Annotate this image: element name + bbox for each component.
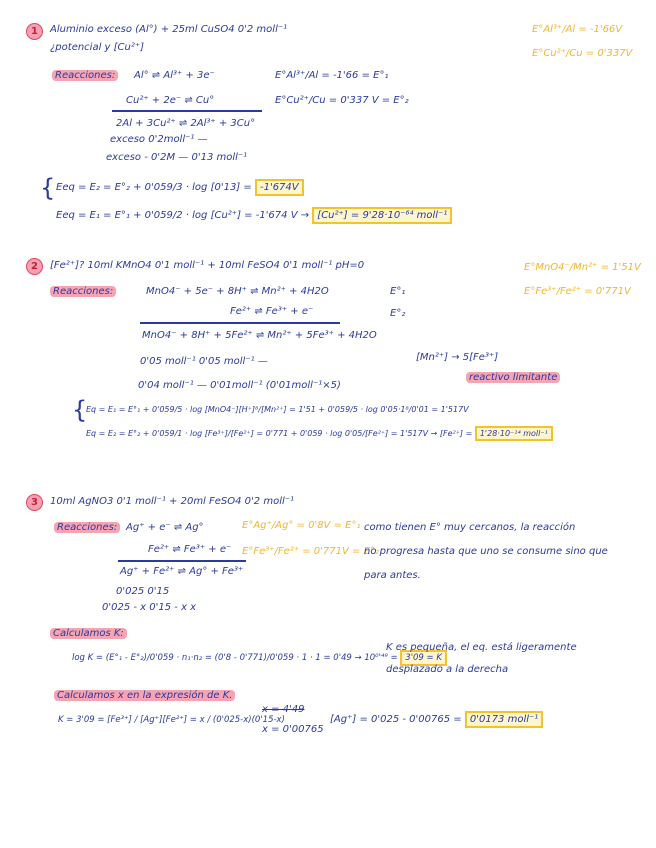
reacciones-label-2: Reacciones:	[50, 286, 116, 298]
ex1-total-reaction: 2Al + 3Cu²⁺ ⇌ 2Al³⁺ + 3Cu°	[116, 118, 256, 129]
ex3-reaction-1-potential: E°Ag⁺/Ag° = 0'8V = E°₁	[242, 520, 361, 531]
ex2-reaction-2: Fe²⁺ ⇌ Fe³⁺ + e⁻	[230, 306, 314, 317]
k-value-result: 3'09 = K	[400, 650, 447, 666]
x-solution: x = 0'00765	[262, 724, 324, 735]
ex1-eq1: Eeq = E₂ = E°₂ + 0'059/3 · log [0'13] = -1'674V	[56, 182, 304, 194]
ex3-reaction-1: Ag⁺ + e⁻ ⇌ Ag°	[126, 522, 204, 533]
ex2-sum-line	[140, 322, 340, 324]
ex3-quantities-final: 0'025 - x 0'15 - x x	[102, 602, 197, 613]
reacciones-label-3: Reacciones:	[54, 522, 120, 534]
exercise-2-number: 2	[26, 258, 43, 275]
ex2-brace: {	[72, 396, 88, 424]
ex3-reaction-2-potential: E°Fe³⁺/Fe²⁺ = 0'771V = E°₂	[242, 546, 379, 557]
limiting-reagent-label: reactivo limitante	[466, 372, 560, 384]
ag-concentration-result: 0'0173 moll⁻¹	[465, 711, 543, 728]
x-solution-discarded: x = 4'49	[262, 704, 305, 715]
ex3-note-line-2: no progresa hasta que uno se consume sino que	[364, 546, 608, 557]
ex2-reaction-1-potential: E°₁	[390, 286, 406, 297]
exercise-1-title: Aluminio exceso (Al°) + 25ml CuSO4 0'2 moll⁻¹	[50, 24, 288, 35]
ex1-quantities-initial: exceso 0'2moll⁻¹ —	[110, 134, 208, 145]
e-fe-value: E°Fe³⁺/Fe²⁺ = 0'771V	[524, 286, 631, 297]
ex3-sum-line	[118, 560, 246, 562]
ex1-reaction-1-potential: E°Al³⁺/Al = -1'66 = E°₁	[275, 70, 389, 81]
reacciones-label-1: Reacciones:	[52, 70, 118, 82]
e-mn-value: E°MnO4⁻/Mn²⁺ = 1'51V	[524, 262, 641, 273]
calculate-k-label: Calculamos K:	[50, 628, 127, 640]
e-al-value: E°Al³⁺/Al = -1'66V	[532, 24, 623, 35]
ex2-eq2: Eq = E₂ = E°₂ + 0'059/1 · log [Fe³⁺]/[Fe²⁺] = 0'771 + 0'059 · log 0'05/[Fe²⁺] = 1'517V → [Fe²⁺] = 1'28·10⁻¹⁴ moll⁻¹	[86, 428, 553, 440]
ex2-quantities-final: 0'04 moll⁻¹ — 0'01moll⁻¹ (0'01moll⁻¹×5)	[138, 380, 341, 391]
ex1-eq1-result: -1'674V	[255, 179, 304, 196]
exercise-1-subtitle: ¿potencial y [Cu²⁺]	[50, 42, 145, 53]
e-cu-value: E°Cu²⁺/Cu = 0'337V	[532, 48, 633, 59]
ex1-eq2-result: [Cu²⁺] = 9'28·10⁻⁶⁴ moll⁻¹	[312, 207, 452, 224]
k-note-line-1: K es pequeña, el eq. está ligeramente	[386, 642, 577, 653]
ex1-brace: {	[40, 174, 56, 202]
ex3-note-line-1: como tienen E° muy cercanos, la reacción	[364, 522, 576, 533]
exercise-3-number: 3	[26, 494, 43, 511]
ex2-eq1: Eq = E₁ = E°₁ + 0'059/5 · log [MnO4⁻][H⁺]⁸/[Mn²⁺] = 1'51 + 0'059/5 · log 0'05·1⁸/0'01 = 1'517V	[86, 405, 469, 414]
ex2-reaction-1: MnO4⁻ + 5e⁻ + 8H⁺ ⇌ Mn²⁺ + 4H2O	[146, 286, 329, 297]
ex1-reaction-2: Cu²⁺ + 2e⁻ ⇌ Cu°	[126, 95, 215, 106]
k-expression: K = 3'09 = [Fe³⁺] / [Ag⁺][Fe²⁺] = x / (0'025-x)(0'15-x)	[58, 715, 285, 725]
ex2-total-reaction: MnO4⁻ + 8H⁺ + 5Fe²⁺ ⇌ Mn²⁺ + 5Fe³⁺ + 4H2O	[142, 330, 377, 341]
ex2-eq2-result: 1'28·10⁻¹⁴ moll⁻¹	[475, 426, 553, 441]
log-k-expression: log K = (E°₁ - E°₂)/0'059 · n₁·n₂ = (0'8 - 0'771)/0'059 · 1 · 1 = 0'49 → 10⁰'⁴⁹ = 3'09 = K	[72, 652, 447, 664]
calculate-x-label: Calculamos x en la expresión de K.	[54, 690, 235, 702]
ex2-reaction-2-potential: E°₂	[390, 308, 406, 319]
ex1-quantities-final: exceso - 0'2M — 0'13 moll⁻¹	[106, 152, 248, 163]
ex1-reaction-1: Al° ⇌ Al³⁺ + 3e⁻	[134, 70, 215, 81]
exercise-3-title: 10ml AgNO3 0'1 moll⁻¹ + 20ml FeSO4 0'2 moll⁻¹	[50, 496, 295, 507]
ex1-reaction-2-potential: E°Cu²⁺/Cu = 0'337 V = E°₂	[275, 95, 409, 106]
ex1-sum-line	[112, 110, 262, 112]
ex2-relation: [Mn²⁺] → 5[Fe³⁺]	[416, 352, 499, 363]
exercise-2-title: [Fe²⁺]? 10ml KMnO4 0'1 moll⁻¹ + 10ml FeSO4 0'1 moll⁻¹ pH=0	[50, 260, 365, 271]
ex3-note-line-3: para antes.	[364, 570, 421, 581]
ex3-reaction-2: Fe²⁺ ⇌ Fe³⁺ + e⁻	[148, 544, 232, 555]
k-note-line-2: desplazado a la derecha	[386, 664, 509, 675]
ex1-eq2: Eeq = E₁ = E°₁ + 0'059/2 · log [Cu²⁺] = -1'674 V → [Cu²⁺] = 9'28·10⁻⁶⁴ moll⁻¹	[56, 210, 452, 222]
ex2-quantities-initial: 0'05 moll⁻¹ 0'05 moll⁻¹ —	[140, 356, 268, 367]
ex3-total-reaction: Ag⁺ + Fe²⁺ ⇌ Ag° + Fe³⁺	[120, 566, 244, 577]
ex3-quantities-initial: 0'025 0'15	[116, 586, 170, 597]
exercise-1-number: 1	[26, 23, 43, 40]
ag-concentration: [Ag⁺] = 0'025 - 0'00765 = 0'0173 moll⁻¹	[330, 714, 543, 726]
